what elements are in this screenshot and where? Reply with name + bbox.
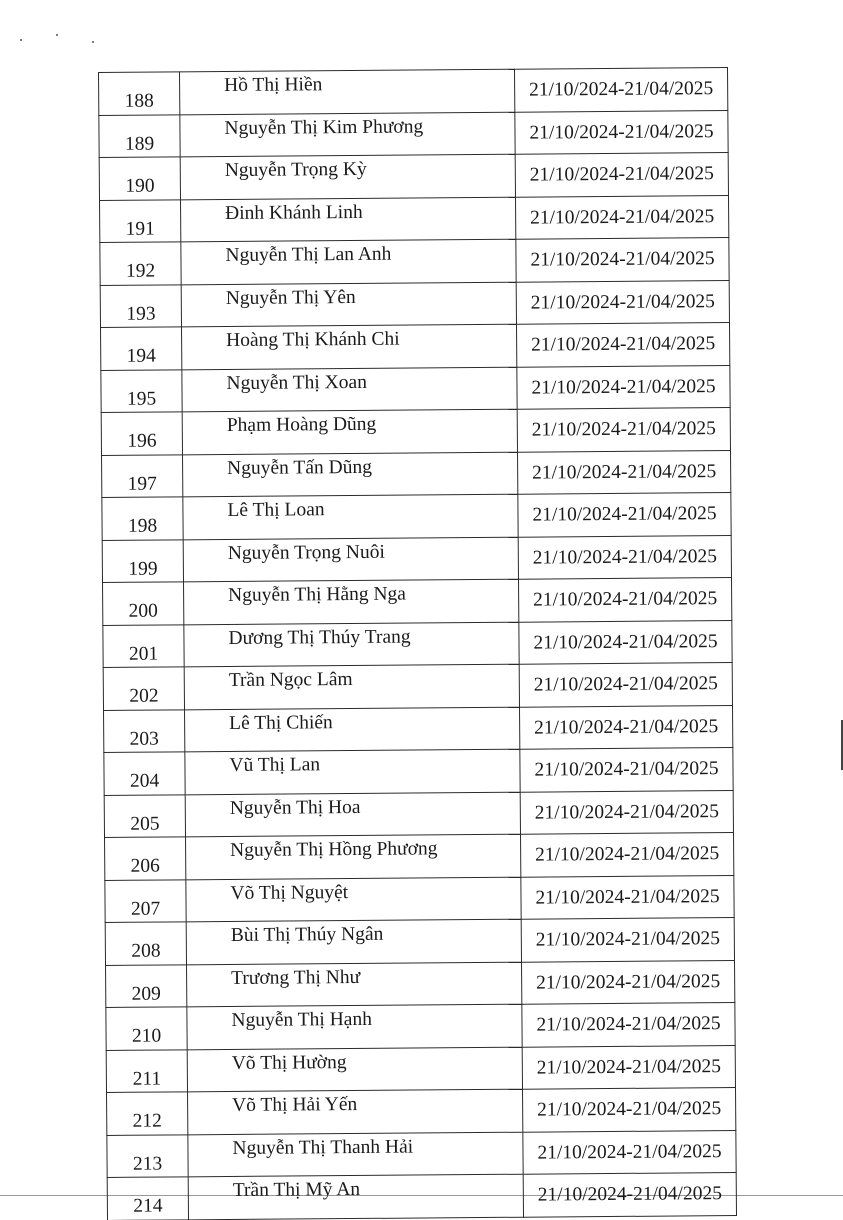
- table-row: [104, 790, 733, 837]
- person-name-cell: Trần Ngọc Lâm: [184, 664, 519, 709]
- table-row: [103, 620, 732, 667]
- row-number-cell: 196: [101, 412, 182, 455]
- table-row: [104, 748, 733, 795]
- table-row: [107, 1173, 736, 1220]
- row-number-cell: 208: [105, 922, 186, 965]
- period-cell: 21/10/2024-21/04/2025: [522, 1045, 735, 1089]
- table-row: [103, 663, 732, 710]
- person-name-cell: Vũ Thị Lan: [185, 749, 520, 794]
- person-name-cell: Nguyễn Thị Hồng Phương: [186, 834, 521, 879]
- row-number-cell: 203: [104, 709, 185, 752]
- scan-speck: [56, 34, 58, 36]
- person-name-cell: Trương Thị Như: [187, 962, 522, 1007]
- person-name-cell: Nguyễn Trọng Kỳ: [180, 154, 515, 199]
- period-cell: 21/10/2024-21/04/2025: [515, 153, 728, 197]
- period-cell: 21/10/2024-21/04/2025: [520, 833, 733, 877]
- period-cell: 21/10/2024-21/04/2025: [517, 408, 730, 452]
- row-number-cell: 189: [99, 114, 180, 157]
- person-name-cell: Phạm Hoàng Dũng: [182, 409, 517, 454]
- table-row: [100, 238, 729, 285]
- period-cell: 21/10/2024-21/04/2025: [519, 663, 732, 707]
- row-number-cell: 213: [107, 1134, 188, 1177]
- person-name-cell: Võ Thị Hường: [187, 1047, 522, 1092]
- table-row: [102, 535, 731, 582]
- period-cell: 21/10/2024-21/04/2025: [518, 578, 731, 622]
- person-name-cell: Nguyễn Thị Lan Anh: [181, 239, 516, 284]
- person-name-cell: Nguyễn Thị Yên: [181, 282, 516, 327]
- person-name-cell: Nguyễn Trọng Nuôi: [183, 537, 518, 582]
- table-row: [101, 323, 730, 370]
- table-row: [107, 1130, 736, 1177]
- row-number-cell: 206: [105, 837, 186, 880]
- person-name-cell: Hoàng Thị Khánh Chi: [182, 324, 517, 369]
- row-number-cell: 214: [107, 1177, 188, 1220]
- row-number-cell: 205: [104, 794, 185, 837]
- row-number-cell: 209: [106, 964, 187, 1007]
- table-row: [105, 918, 734, 965]
- period-cell: 21/10/2024-21/04/2025: [521, 875, 734, 919]
- person-name-cell: Nguyễn Thị Hạnh: [187, 1004, 522, 1049]
- period-cell: 21/10/2024-21/04/2025: [519, 620, 732, 664]
- table-row: [102, 493, 731, 540]
- row-number-cell: 198: [102, 497, 183, 540]
- roster-table: [98, 67, 737, 1220]
- row-number-cell: 194: [101, 327, 182, 370]
- row-number-cell: 191: [100, 199, 181, 242]
- table-row: [100, 280, 729, 327]
- person-name-cell: Nguyễn Thị Hoa: [185, 792, 520, 837]
- person-name-cell: Lê Thị Chiến: [185, 707, 520, 752]
- period-cell: 21/10/2024-21/04/2025: [518, 493, 731, 537]
- table-row: [99, 68, 728, 115]
- person-name-cell: Hồ Thị Hiền: [180, 69, 515, 114]
- table-row: [105, 875, 734, 922]
- row-number-cell: 204: [104, 752, 185, 795]
- person-name-cell: Dương Thị Thúy Trang: [184, 622, 519, 667]
- table-row: [99, 110, 728, 157]
- row-number-cell: 195: [101, 369, 182, 412]
- period-cell: 21/10/2024-21/04/2025: [517, 365, 730, 409]
- row-number-cell: 211: [106, 1049, 187, 1092]
- person-name-cell: Bùi Thị Thúy Ngân: [186, 919, 521, 964]
- table-row: [106, 960, 735, 1007]
- period-cell: 21/10/2024-21/04/2025: [522, 960, 735, 1004]
- period-cell: 21/10/2024-21/04/2025: [518, 535, 731, 579]
- row-number-cell: 212: [107, 1092, 188, 1135]
- period-cell: 21/10/2024-21/04/2025: [519, 705, 732, 749]
- row-number-cell: 202: [103, 667, 184, 710]
- person-name-cell: Nguyễn Thị Hằng Nga: [184, 579, 519, 624]
- row-number-cell: 201: [103, 624, 184, 667]
- period-cell: 21/10/2024-21/04/2025: [523, 1088, 736, 1132]
- period-cell: 21/10/2024-21/04/2025: [523, 1173, 736, 1217]
- scan-speck: [92, 41, 94, 43]
- row-number-cell: 207: [105, 879, 186, 922]
- period-cell: 21/10/2024-21/04/2025: [514, 68, 727, 112]
- period-cell: 21/10/2024-21/04/2025: [516, 323, 729, 367]
- row-number-cell: 193: [100, 284, 181, 327]
- table-row: [99, 153, 728, 200]
- period-cell: 21/10/2024-21/04/2025: [520, 790, 733, 834]
- scan-speck: [20, 39, 22, 41]
- row-number-cell: 190: [99, 157, 180, 200]
- person-name-cell: Nguyễn Tấn Dũng: [183, 452, 518, 497]
- row-number-cell: 210: [106, 1007, 187, 1050]
- period-cell: 21/10/2024-21/04/2025: [520, 748, 733, 792]
- person-name-cell: Nguyễn Thị Kim Phương: [180, 112, 515, 157]
- table-row: [106, 1003, 735, 1050]
- table-row: [101, 365, 730, 412]
- period-cell: 21/10/2024-21/04/2025: [516, 238, 729, 282]
- roster-body: [99, 68, 737, 1220]
- table-row: [107, 1088, 736, 1135]
- person-name-cell: Võ Thị Hải Yến: [188, 1089, 523, 1134]
- period-cell: 21/10/2024-21/04/2025: [523, 1130, 736, 1174]
- person-name-cell: Trần Thị Mỹ An: [188, 1174, 523, 1219]
- row-number-cell: 192: [100, 242, 181, 285]
- person-name-cell: Nguyễn Thị Xoan: [182, 367, 517, 412]
- period-cell: 21/10/2024-21/04/2025: [515, 110, 728, 154]
- person-name-cell: Đinh Khánh Linh: [181, 197, 516, 242]
- row-number-cell: 200: [103, 582, 184, 625]
- table-row: [105, 833, 734, 880]
- table-row: [100, 195, 729, 242]
- person-name-cell: Lê Thị Loan: [183, 494, 518, 539]
- row-number-cell: 199: [102, 539, 183, 582]
- table-row: [104, 705, 733, 752]
- table-row: [103, 578, 732, 625]
- period-cell: 21/10/2024-21/04/2025: [517, 450, 730, 494]
- period-cell: 21/10/2024-21/04/2025: [522, 1003, 735, 1047]
- person-name-cell: Nguyễn Thị Thanh Hải: [188, 1132, 523, 1177]
- row-number-cell: 197: [102, 454, 183, 497]
- period-cell: 21/10/2024-21/04/2025: [521, 918, 734, 962]
- person-name-cell: Võ Thị Nguyệt: [186, 877, 521, 922]
- table-row: [101, 408, 730, 455]
- row-number-cell: 188: [99, 72, 180, 115]
- table-row: [106, 1045, 735, 1092]
- period-cell: 21/10/2024-21/04/2025: [515, 195, 728, 239]
- period-cell: 21/10/2024-21/04/2025: [516, 280, 729, 324]
- table-row: [102, 450, 731, 497]
